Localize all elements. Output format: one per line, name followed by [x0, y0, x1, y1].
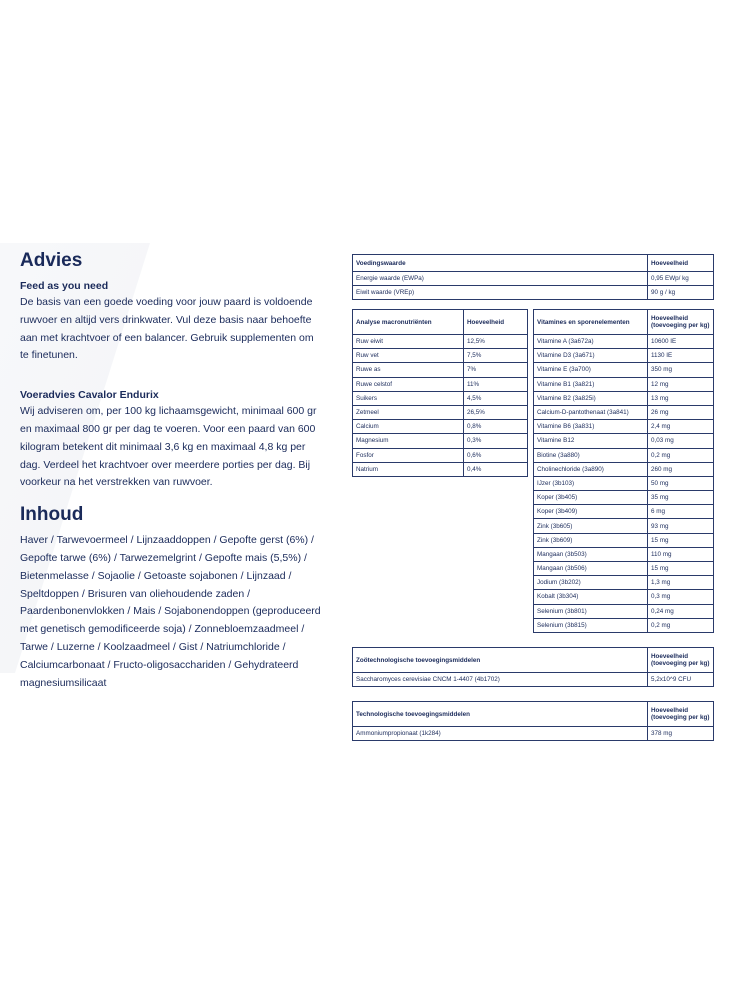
table-row [353, 377, 528, 391]
voeradvies-subtitle: Voeradvies Cavalor Endurix [20, 389, 159, 402]
table-header-row [534, 310, 714, 335]
table-row [534, 590, 714, 604]
table-header-row [353, 648, 714, 673]
table-cell: 90 g / kg [648, 286, 714, 300]
table-cell: 0,8% [464, 420, 528, 434]
table-cell: 0,2 mg [648, 618, 714, 632]
table-cell: Jodium (3b202) [534, 576, 648, 590]
table-cell: Ruw vet [353, 349, 464, 363]
zootech-table [352, 647, 714, 687]
table-cell: 260 mg [648, 462, 714, 476]
voeradvies-paragraph: Wij adviseren om, per 100 kg lichaamsgewicht, minimaal 600 gr en maximaal 800 gr per dag te voeren. Voor een paard van 600 kilogram betekent dit minimaal 3,6 kg en maximaal 4,8 kg per dag. Verdeel het krachtvoer over meerdere porties per dag. Bij voorkeur na het verstrekken van ruwvoer. [20, 405, 317, 489]
table-cell: 350 mg [648, 363, 714, 377]
table-row [534, 562, 714, 576]
table-row [353, 462, 528, 476]
table-cell: Vitamine E (3a700) [534, 363, 648, 377]
table-cell: IJzer (3b103) [534, 476, 648, 490]
table-header-cell: Technologische toevoegingsmiddelen [353, 702, 648, 727]
table-cell: 0,95 EWp/ kg [648, 272, 714, 286]
table-cell: Natrium [353, 462, 464, 476]
table-row [353, 673, 714, 687]
table-cell: Koper (3b405) [534, 491, 648, 505]
table-cell: Vitamine B1 (3a821) [534, 377, 648, 391]
table-row [534, 391, 714, 405]
table-row [534, 335, 714, 349]
table-header-cell: Hoeveelheid (toevoeging per kg) [648, 648, 714, 673]
table-cell: 0,03 mg [648, 434, 714, 448]
table-cell: Eiwit waarde (VREp) [353, 286, 648, 300]
table-cell: Ruwe celstof [353, 377, 464, 391]
table-cell: 26 mg [648, 405, 714, 419]
table-row [353, 727, 714, 741]
table-cell: Kobalt (3b304) [534, 590, 648, 604]
table-cell: Zink (3b609) [534, 533, 648, 547]
table-cell: 15 mg [648, 562, 714, 576]
table-row [353, 335, 528, 349]
table-cell: 12,5% [464, 335, 528, 349]
table-cell: Vitamine B12 [534, 434, 648, 448]
table-cell: 1,3 mg [648, 576, 714, 590]
table-cell: 7% [464, 363, 528, 377]
table-cell: 5,2x10^9 CFU [648, 673, 714, 687]
table-row [534, 604, 714, 618]
table-row [353, 349, 528, 363]
table-cell: 6 mg [648, 505, 714, 519]
feed-subtitle: Feed as you need [20, 280, 109, 292]
table-header-cell: Voedingswaarde [353, 255, 648, 272]
table-header-cell: Vitamines en sporenelementen [534, 310, 648, 335]
table-row [534, 519, 714, 533]
table-cell: 1130 IE [648, 349, 714, 363]
table-cell: 110 mg [648, 547, 714, 561]
table-row [353, 448, 528, 462]
table-row [534, 618, 714, 632]
table-cell: Calcium-D-pantothenaat (3a841) [534, 405, 648, 419]
table-header-cell: Hoeveelheid (toevoeging per kg) [648, 702, 714, 727]
table-cell: 378 mg [648, 727, 714, 741]
table-cell: Fosfor [353, 448, 464, 462]
table-cell: Energie waarde (EWPa) [353, 272, 648, 286]
table-cell: 10600 IE [648, 335, 714, 349]
table-row [534, 505, 714, 519]
table-cell: Cholinechloride (3a890) [534, 462, 648, 476]
table-row [534, 349, 714, 363]
table-row [534, 576, 714, 590]
table-cell: 50 mg [648, 476, 714, 490]
table-row [534, 420, 714, 434]
table-header-cell: Hoeveelheid [464, 310, 528, 335]
table-cell: Magnesium [353, 434, 464, 448]
table-cell: Selenium (3b815) [534, 618, 648, 632]
table-row [534, 363, 714, 377]
table-header-cell: Zoötechnologische toevoegingsmiddelen [353, 648, 648, 673]
table-cell: 0,4% [464, 462, 528, 476]
table-row [353, 434, 528, 448]
table-cell: 26,5% [464, 405, 528, 419]
table-header-cell: Analyse macronutriënten [353, 310, 464, 335]
table-cell: Ruwe as [353, 363, 464, 377]
table-row [534, 533, 714, 547]
table-cell: Ammoniumpropionaat (1k284) [353, 727, 648, 741]
table-cell: 0,3 mg [648, 590, 714, 604]
table-cell: 2,4 mg [648, 420, 714, 434]
table-cell: Mangaan (3b503) [534, 547, 648, 561]
analyse-table [352, 309, 528, 477]
vitamines-table [533, 309, 714, 633]
table-cell: 0,2 mg [648, 448, 714, 462]
table-cell: 93 mg [648, 519, 714, 533]
table-cell: 0,24 mg [648, 604, 714, 618]
table-row [534, 547, 714, 561]
table-row [534, 462, 714, 476]
table-row [353, 391, 528, 405]
table-header-row [353, 702, 714, 727]
table-row [534, 491, 714, 505]
advies-title: Advies [20, 250, 83, 271]
feed-paragraph: De basis van een goede voeding voor jouw paard is voldoende ruwvoer en altijd vers drinkwater. Vul deze basis naar behoefte aan met krachtvoer of een balancer. Gebruik supplementen om te finetunen. [20, 296, 314, 362]
table-cell: Zetmeel [353, 405, 464, 419]
table-cell: 0,6% [464, 448, 528, 462]
text-column [20, 250, 325, 692]
table-row [353, 272, 714, 286]
table-cell: Zink (3b605) [534, 519, 648, 533]
inhoud-title: Inhoud [20, 504, 84, 526]
tech-table [352, 701, 714, 741]
table-cell: Selenium (3b801) [534, 604, 648, 618]
table-cell: Vitamine B2 (3a825i) [534, 391, 648, 405]
table-cell: Suikers [353, 391, 464, 405]
table-row [534, 448, 714, 462]
table-row [353, 363, 528, 377]
table-cell: Saccharomyces cerevisiae CNCM 1-4407 (4b1702) [353, 673, 648, 687]
table-cell: 15 mg [648, 533, 714, 547]
table-row [353, 420, 528, 434]
table-cell: 7,5% [464, 349, 528, 363]
table-cell: Vitamine A (3a672a) [534, 335, 648, 349]
table-cell: Mangaan (3b506) [534, 562, 648, 576]
table-row [534, 476, 714, 490]
table-header-row [353, 255, 714, 272]
table-header-cell: Hoeveelheid [648, 255, 714, 272]
table-cell: Koper (3b409) [534, 505, 648, 519]
table-cell: Ruw eiwit [353, 335, 464, 349]
table-header-row [353, 310, 528, 335]
table-header-cell: Hoeveelheid (toevoeging per kg) [648, 310, 714, 335]
table-cell: 13 mg [648, 391, 714, 405]
table-cell: Vitamine D3 (3a671) [534, 349, 648, 363]
voedingswaarde-table [352, 254, 714, 300]
table-cell: 11% [464, 377, 528, 391]
table-cell: Biotine (3a880) [534, 448, 648, 462]
table-row [353, 405, 528, 419]
table-cell: 0,3% [464, 434, 528, 448]
table-row [534, 405, 714, 419]
table-cell: Vitamine B6 (3a831) [534, 420, 648, 434]
table-row [534, 377, 714, 391]
table-cell: Calcium [353, 420, 464, 434]
inhoud-paragraph: Haver / Tarwevoermeel / Lijnzaaddoppen / Gepofte gerst (6%) / Gepofte tarwe (6%) / Tarwezemelgrint / Gepofte mais (5,5%) / Bietenmelasse / Sojaolie / Getoaste sojabonen / Lijnzaad / Speltdoppen / Brisuren van oliehoudende zaden / Paardenbonenvlokken / Mais / Sojabonendoppen (geproduceerd met genetisch gemodificeerde soja) / Zonnebloemzaadmeel / Tarwe / Luzerne / Koolzaadmeel / Gist / Natriumchloride / Calciumcarbonaat / Fructo-oligosacchariden / Gehydrateerd magnesiumsilicaat [20, 534, 321, 689]
table-cell: 35 mg [648, 491, 714, 505]
table-cell: 12 mg [648, 377, 714, 391]
table-cell: 4,5% [464, 391, 528, 405]
table-row [353, 286, 714, 300]
table-row [534, 434, 714, 448]
